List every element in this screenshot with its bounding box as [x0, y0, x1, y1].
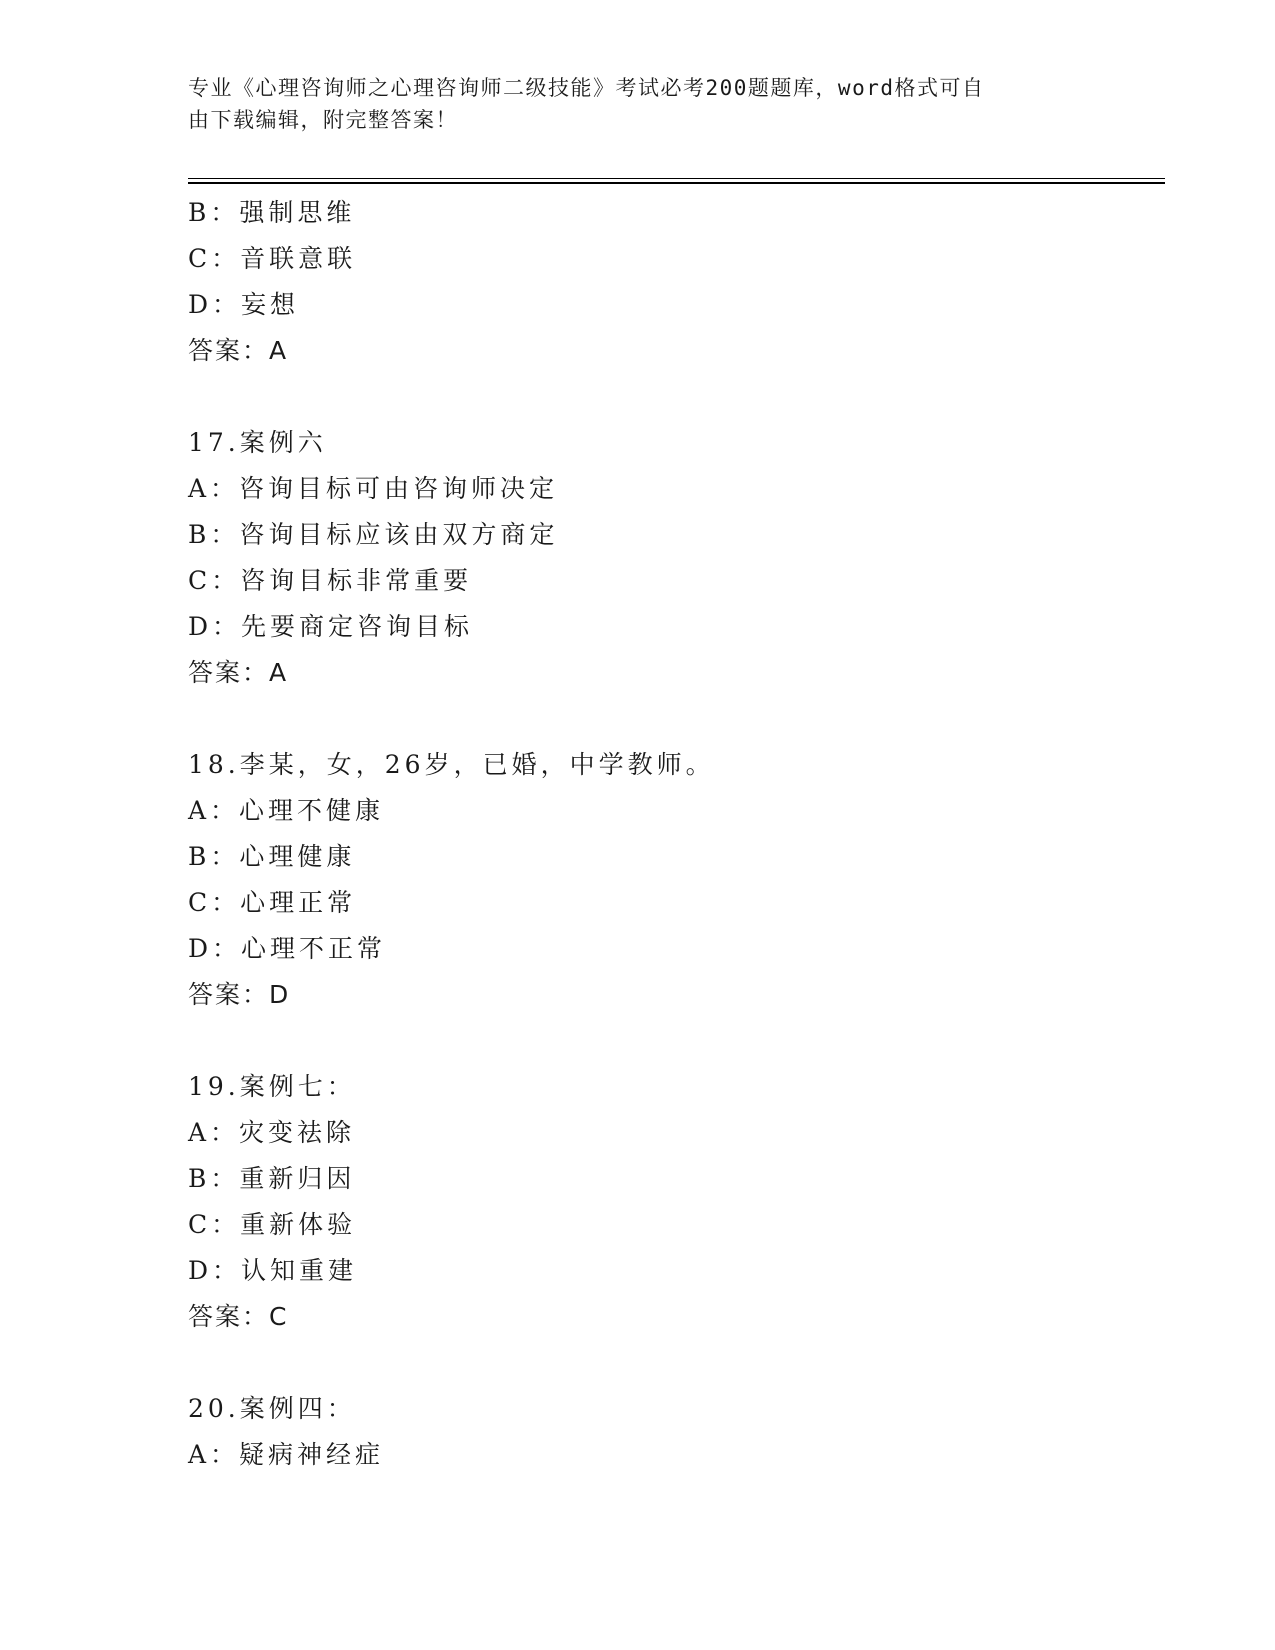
option-b: B：咨询目标应该由双方商定 — [188, 520, 559, 549]
answer-line: 答案：A — [188, 336, 289, 365]
question-title: 19.案例七： — [188, 1072, 356, 1101]
question-20 — [188, 1386, 1148, 1478]
answer-line: 答案：D — [188, 980, 291, 1009]
header-divider-thin — [188, 178, 1165, 179]
option-a: A：灾变祛除 — [188, 1118, 356, 1147]
option-b: B：强制思维 — [188, 198, 356, 227]
spacer — [188, 374, 1148, 420]
document-header — [188, 72, 1068, 136]
option-c: C：音联意联 — [188, 244, 357, 273]
option-d: D：认知重建 — [188, 1256, 358, 1285]
answer-line: 答案：C — [188, 1302, 289, 1331]
previous-question-tail — [188, 190, 1148, 374]
option-c: C：重新体验 — [188, 1210, 357, 1239]
answer-line: 答案：A — [188, 658, 289, 687]
question-title: 18.李某，女，26岁，已婚，中学教师。 — [188, 750, 715, 779]
option-b: B：重新归因 — [188, 1164, 356, 1193]
option-b: B：心理健康 — [188, 842, 356, 871]
question-title: 17.案例六 — [188, 428, 327, 457]
header-line-2: 由下载编辑，附完整答案！ — [188, 108, 458, 132]
spacer — [188, 1340, 1148, 1386]
option-a: A：疑病神经症 — [188, 1440, 385, 1469]
question-18 — [188, 742, 1148, 1018]
spacer — [188, 1018, 1148, 1064]
option-d: D：先要商定咨询目标 — [188, 612, 474, 641]
option-c: C：心理正常 — [188, 888, 357, 917]
question-list — [188, 190, 1148, 1478]
option-d: D：心理不正常 — [188, 934, 387, 963]
option-a: A：心理不健康 — [188, 796, 385, 825]
spacer — [188, 696, 1148, 742]
option-a: A：咨询目标可由咨询师决定 — [188, 474, 559, 503]
option-d: D：妄想 — [188, 290, 300, 319]
question-title: 20.案例四： — [188, 1394, 356, 1423]
question-19 — [188, 1064, 1148, 1340]
question-17 — [188, 420, 1148, 696]
header-line-1: 专业《心理咨询师之心理咨询师二级技能》考试必考200题题库，word格式可自 — [188, 76, 985, 100]
option-c: C：咨询目标非常重要 — [188, 566, 473, 595]
header-divider-thick — [188, 182, 1165, 184]
